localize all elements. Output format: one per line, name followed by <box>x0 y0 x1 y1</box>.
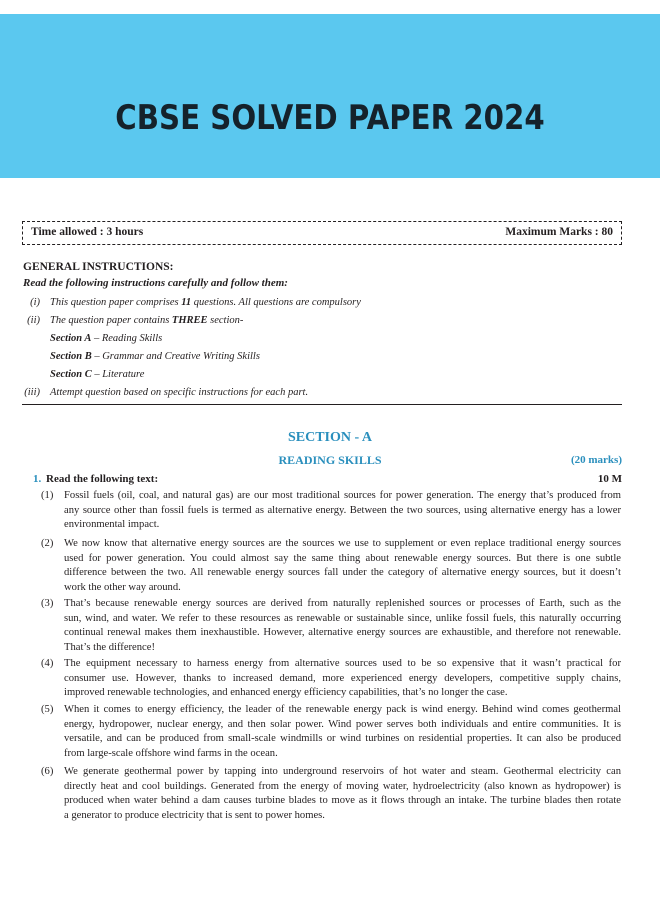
paragraph-line: continual renewal makes them inexhaustible. However, alternative energy sources are exhaustible, and therefore not renewable. <box>64 627 621 639</box>
instruction-text: This question paper comprises 11 questions. All questions are compulsory <box>50 297 361 308</box>
instruction-number: (i) <box>30 297 40 308</box>
instruction-emphasis: THREE <box>171 315 208 326</box>
instruction-emphasis: Section B <box>50 351 92 362</box>
paragraph-line: That’s the difference! <box>64 641 155 653</box>
paragraph-line: improved renewable technologies, and enhanced energy efficiency capabilities, that’s no longer the case. <box>64 687 508 699</box>
paragraph-line: Fossil fuels (oil, coal, and natural gas) are our most traditional sources for power generation. The energy that’s produced from <box>64 490 621 501</box>
paragraph-number: (1) <box>41 490 54 501</box>
instruction-text: Section A – Reading Skills <box>50 333 163 344</box>
section-title: SECTION - A <box>287 430 373 445</box>
paragraph-number: (6) <box>41 766 54 777</box>
general-instructions-subheading: Read the following instructions carefully and follow them: <box>23 277 288 289</box>
paragraph-text <box>64 765 621 823</box>
instruction-number: (iii) <box>24 387 40 398</box>
paragraph-line: produced when water behind a dam causes turbine blades to move as it flows through an intake. The turbine blades then rotate <box>64 795 621 807</box>
instruction-emphasis: 11 <box>181 297 192 308</box>
paragraph-line: The equipment necessary to harness energy from alternative sources used to be so expensive that it wasn’t practical for <box>64 658 621 669</box>
paragraph-line: That’s because renewable energy sources are derived from naturally replenished sources or processes of Earth, such as the <box>64 598 621 609</box>
paragraph-line: a generator to produce electricity that is sent to power homes. <box>64 809 325 821</box>
paragraph-text <box>64 489 621 533</box>
question-number: 1. <box>33 473 42 485</box>
paragraph-line: consumer use. However, thanks to increased demand, more experienced energy developers, competitive supply chains, <box>64 672 621 684</box>
paragraph-line: environmental impact. <box>64 519 160 531</box>
instruction-text: The question paper contains THREE section- <box>50 315 244 326</box>
paragraph-line: used for power generation. You could almost say the same thing about renewable energy sources. But there is one subtle <box>64 552 621 564</box>
instruction-text: Section B – Grammar and Creative Writing Skills <box>50 351 260 362</box>
title-banner <box>0 14 660 178</box>
paragraph-number: (3) <box>41 598 54 609</box>
maximum-marks: Maximum Marks : 80 <box>505 226 613 238</box>
paragraph-text <box>64 597 621 655</box>
section-subtitle: READING SKILLS <box>278 453 382 467</box>
instruction-text: Section C – Literature <box>50 369 145 380</box>
paragraph-text <box>64 703 621 761</box>
paragraph-number: (2) <box>41 538 54 549</box>
paragraph-number: (5) <box>41 704 54 715</box>
paragraph-line: sun, wind, and water. We refer to these resources as renewable or sustainable since, unlike fossil fuels, this naturally occurring <box>64 612 621 624</box>
section-marks: (20 marks) <box>570 454 622 466</box>
paragraph-line: energy, hydropower, nuclear energy, and then solar power. Wind power serves both individuals and entire communities. It is <box>64 718 621 730</box>
paragraph-line: directly heat and cool buildings. Generated from the energy of moving water, hydroelectricity (also known as hydropower) is <box>64 780 621 792</box>
paragraph-line: versatile, and can be produced from small-scale windmills or wind turbines on residential properties. It can also be produced <box>64 733 621 745</box>
general-instructions-heading: GENERAL INSTRUCTIONS: <box>23 261 174 273</box>
divider <box>22 404 622 405</box>
paragraph-text <box>64 537 621 595</box>
paragraph-line: When it comes to energy efficiency, the leader of the renewable energy pack is wind energy. Behind wind comes geothermal <box>64 704 621 715</box>
exam-meta-box <box>22 221 622 245</box>
paragraph-line: We generate geothermal power by tapping into underground reservoirs of hot water and steam. Geothermal electricity can <box>64 766 621 777</box>
paragraph-line: difference between the two. All renewable energy sources fall under the category of alternative energy sources, but it doesn’t <box>64 567 621 579</box>
paragraph-line: from large-scale offshore wind farms in the ocean. <box>64 747 278 759</box>
paragraph-text <box>64 657 621 701</box>
instruction-emphasis: Section A <box>50 333 92 344</box>
paragraph-line: work the other way around. <box>64 581 181 593</box>
instruction-number: (ii) <box>27 315 40 326</box>
time-allowed: Time allowed : 3 hours <box>31 226 144 238</box>
page-title: CBSE SOLVED PAPER 2024 <box>115 98 545 138</box>
instruction-text: Attempt question based on specific instructions for each part. <box>50 387 309 398</box>
question-marks: 10 M <box>597 473 622 485</box>
question-text: Read the following text: <box>46 473 159 485</box>
paragraph-line: any source other than fossil fuels is termed as alternative energy. Between the two sources, using alternative energy has a lower <box>64 504 621 516</box>
paragraph-line: We now know that alternative energy sources are the sources we use to supplement or even replace traditional energy sources <box>64 538 621 549</box>
paragraph-number: (4) <box>41 658 54 669</box>
instruction-emphasis: Section C <box>50 369 92 380</box>
